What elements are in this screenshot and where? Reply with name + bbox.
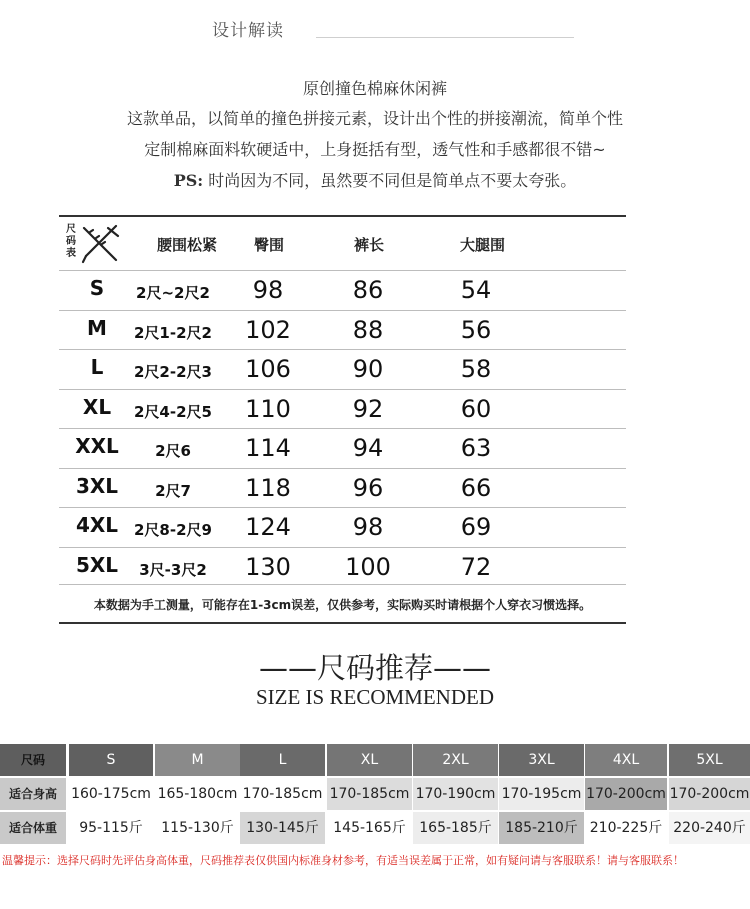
hip-cell: 114 (245, 434, 291, 462)
height-cell: 170-185cm (327, 778, 412, 810)
thigh-cell: 72 (460, 552, 492, 581)
ps-text: 时尚因为不同，虽然要不同但是简单点不要太夸张。 (203, 171, 577, 190)
thigh-cell: 54 (460, 276, 492, 304)
weight-cell: 130-145斤 (240, 812, 325, 844)
hip-cell: 110 (245, 394, 291, 423)
weight-cell: 165-185斤 (413, 812, 498, 844)
row-label: 尺码 (0, 744, 66, 776)
weight-cell: 145-165斤 (327, 812, 412, 844)
header-waist: 腰围松紧 (157, 236, 218, 254)
size-chart-label: 尺码表 (66, 224, 76, 259)
table-bottom-border (59, 622, 626, 624)
description-line-1: 这款单品，以简单的撞色拼接元素，设计出个性的拼接潮流，简单个性 (126, 109, 623, 128)
row-label: 适合体重 (0, 812, 66, 844)
length-cell: 100 (345, 552, 391, 581)
measurement-note: 本数据为手工测量，可能存在1-3cm误差，仅供参考，实际购买时请根据个人穿衣习惯选择。 (93, 598, 592, 612)
thigh-cell: 58 (460, 355, 492, 383)
recommend-subtitle: SIZE IS RECOMMENDED (255, 685, 494, 709)
size-header: S (69, 744, 153, 776)
length-cell: 94 (352, 434, 384, 462)
waist-cell: 3尺-3尺2 (139, 560, 207, 579)
ruler-pencil-icon (80, 222, 122, 264)
height-cell: 170-185cm (240, 778, 325, 810)
size-header: 4XL (585, 744, 667, 776)
warning-note (0, 852, 750, 868)
height-cell: 170-200cm (669, 778, 750, 810)
size-header: L (240, 744, 325, 776)
warning-text: 温馨提示：选择尺码时先评估身高体重，尺码推荐表仅供国内标准身材参考，有适当误差属于正常，如有疑问请与客服联系！ (2, 854, 607, 867)
hip-cell: 98 (252, 276, 284, 304)
size-cell: 5XL (75, 552, 119, 577)
size-cell: 4XL (75, 513, 119, 537)
length-cell: 86 (352, 276, 384, 304)
grid-row (0, 744, 750, 776)
row-label: 适合身高 (0, 778, 66, 810)
length-cell: 92 (352, 394, 384, 423)
row-divider (59, 349, 626, 350)
warning-tail: 请与客服联系！ (607, 854, 684, 867)
ps-label: PS: (173, 171, 204, 190)
size-header: 3XL (499, 744, 584, 776)
height-cell: 170-195cm (499, 778, 584, 810)
waist-cell: 2尺7 (155, 481, 191, 500)
grid-row (0, 812, 750, 844)
thigh-cell: 69 (460, 513, 492, 541)
size-header: 2XL (413, 744, 498, 776)
length-cell: 96 (352, 473, 384, 502)
size-cell: S (89, 276, 105, 300)
size-cell: M (87, 315, 107, 340)
length-cell: 98 (352, 513, 384, 541)
waist-cell: 2尺2-2尺3 (134, 363, 212, 381)
waist-cell: 2尺1-2尺2 (134, 323, 212, 342)
size-header: XL (327, 744, 412, 776)
thigh-cell: 60 (460, 394, 492, 423)
hip-cell: 118 (245, 473, 291, 502)
row-divider (59, 507, 626, 508)
size-cell: XL (82, 394, 112, 419)
row-divider (59, 310, 626, 311)
row-divider (59, 389, 626, 390)
height-cell: 170-200cm (585, 778, 667, 810)
size-header: M (155, 744, 240, 776)
description-line-2: 定制棉麻面料软硬适中，上身挺括有型，透气性和手感都很不错~ (144, 140, 606, 159)
length-cell: 90 (352, 355, 384, 383)
row-divider (59, 547, 626, 548)
size-cell: XXL (75, 434, 119, 458)
waist-cell: 2尺8-2尺9 (134, 521, 212, 539)
waist-cell: 2尺4-2尺5 (134, 402, 212, 421)
weight-cell: 185-210斤 (499, 812, 584, 844)
title-divider (316, 37, 574, 38)
thigh-cell: 66 (460, 473, 492, 502)
size-cell: L (90, 355, 104, 379)
ps-line (0, 168, 750, 191)
header-hip: 臀围 (254, 236, 285, 254)
hip-cell: 130 (245, 552, 291, 581)
size-header: 5XL (669, 744, 750, 776)
weight-cell: 115-130斤 (155, 812, 240, 844)
waist-cell: 2尺~2尺2 (136, 284, 210, 302)
header-thigh: 大腿围 (460, 236, 506, 254)
product-name: 原创撞色棉麻休闲裤 (302, 79, 447, 98)
hip-cell: 102 (245, 315, 291, 344)
section-title: 设计解读 (212, 21, 284, 41)
size-cell: 3XL (75, 473, 119, 498)
hip-cell: 106 (245, 355, 291, 383)
row-divider (59, 428, 626, 429)
grid-row (0, 778, 750, 810)
row-divider (59, 468, 626, 469)
height-cell: 170-190cm (413, 778, 498, 810)
height-cell: 165-180cm (155, 778, 240, 810)
length-cell: 88 (352, 315, 384, 344)
thigh-cell: 63 (460, 434, 492, 462)
row-divider (59, 270, 626, 271)
height-cell: 160-175cm (69, 778, 153, 810)
weight-cell: 210-225斤 (585, 812, 667, 844)
waist-cell: 2尺6 (155, 442, 191, 460)
hip-cell: 124 (245, 513, 291, 541)
thigh-cell: 56 (460, 315, 492, 344)
recommend-title: ——尺码推荐—— (258, 651, 491, 685)
row-divider (59, 584, 626, 585)
weight-cell: 95-115斤 (69, 812, 153, 844)
table-top-border (59, 215, 626, 217)
weight-cell: 220-240斤 (669, 812, 750, 844)
header-length: 裤长 (354, 236, 385, 254)
